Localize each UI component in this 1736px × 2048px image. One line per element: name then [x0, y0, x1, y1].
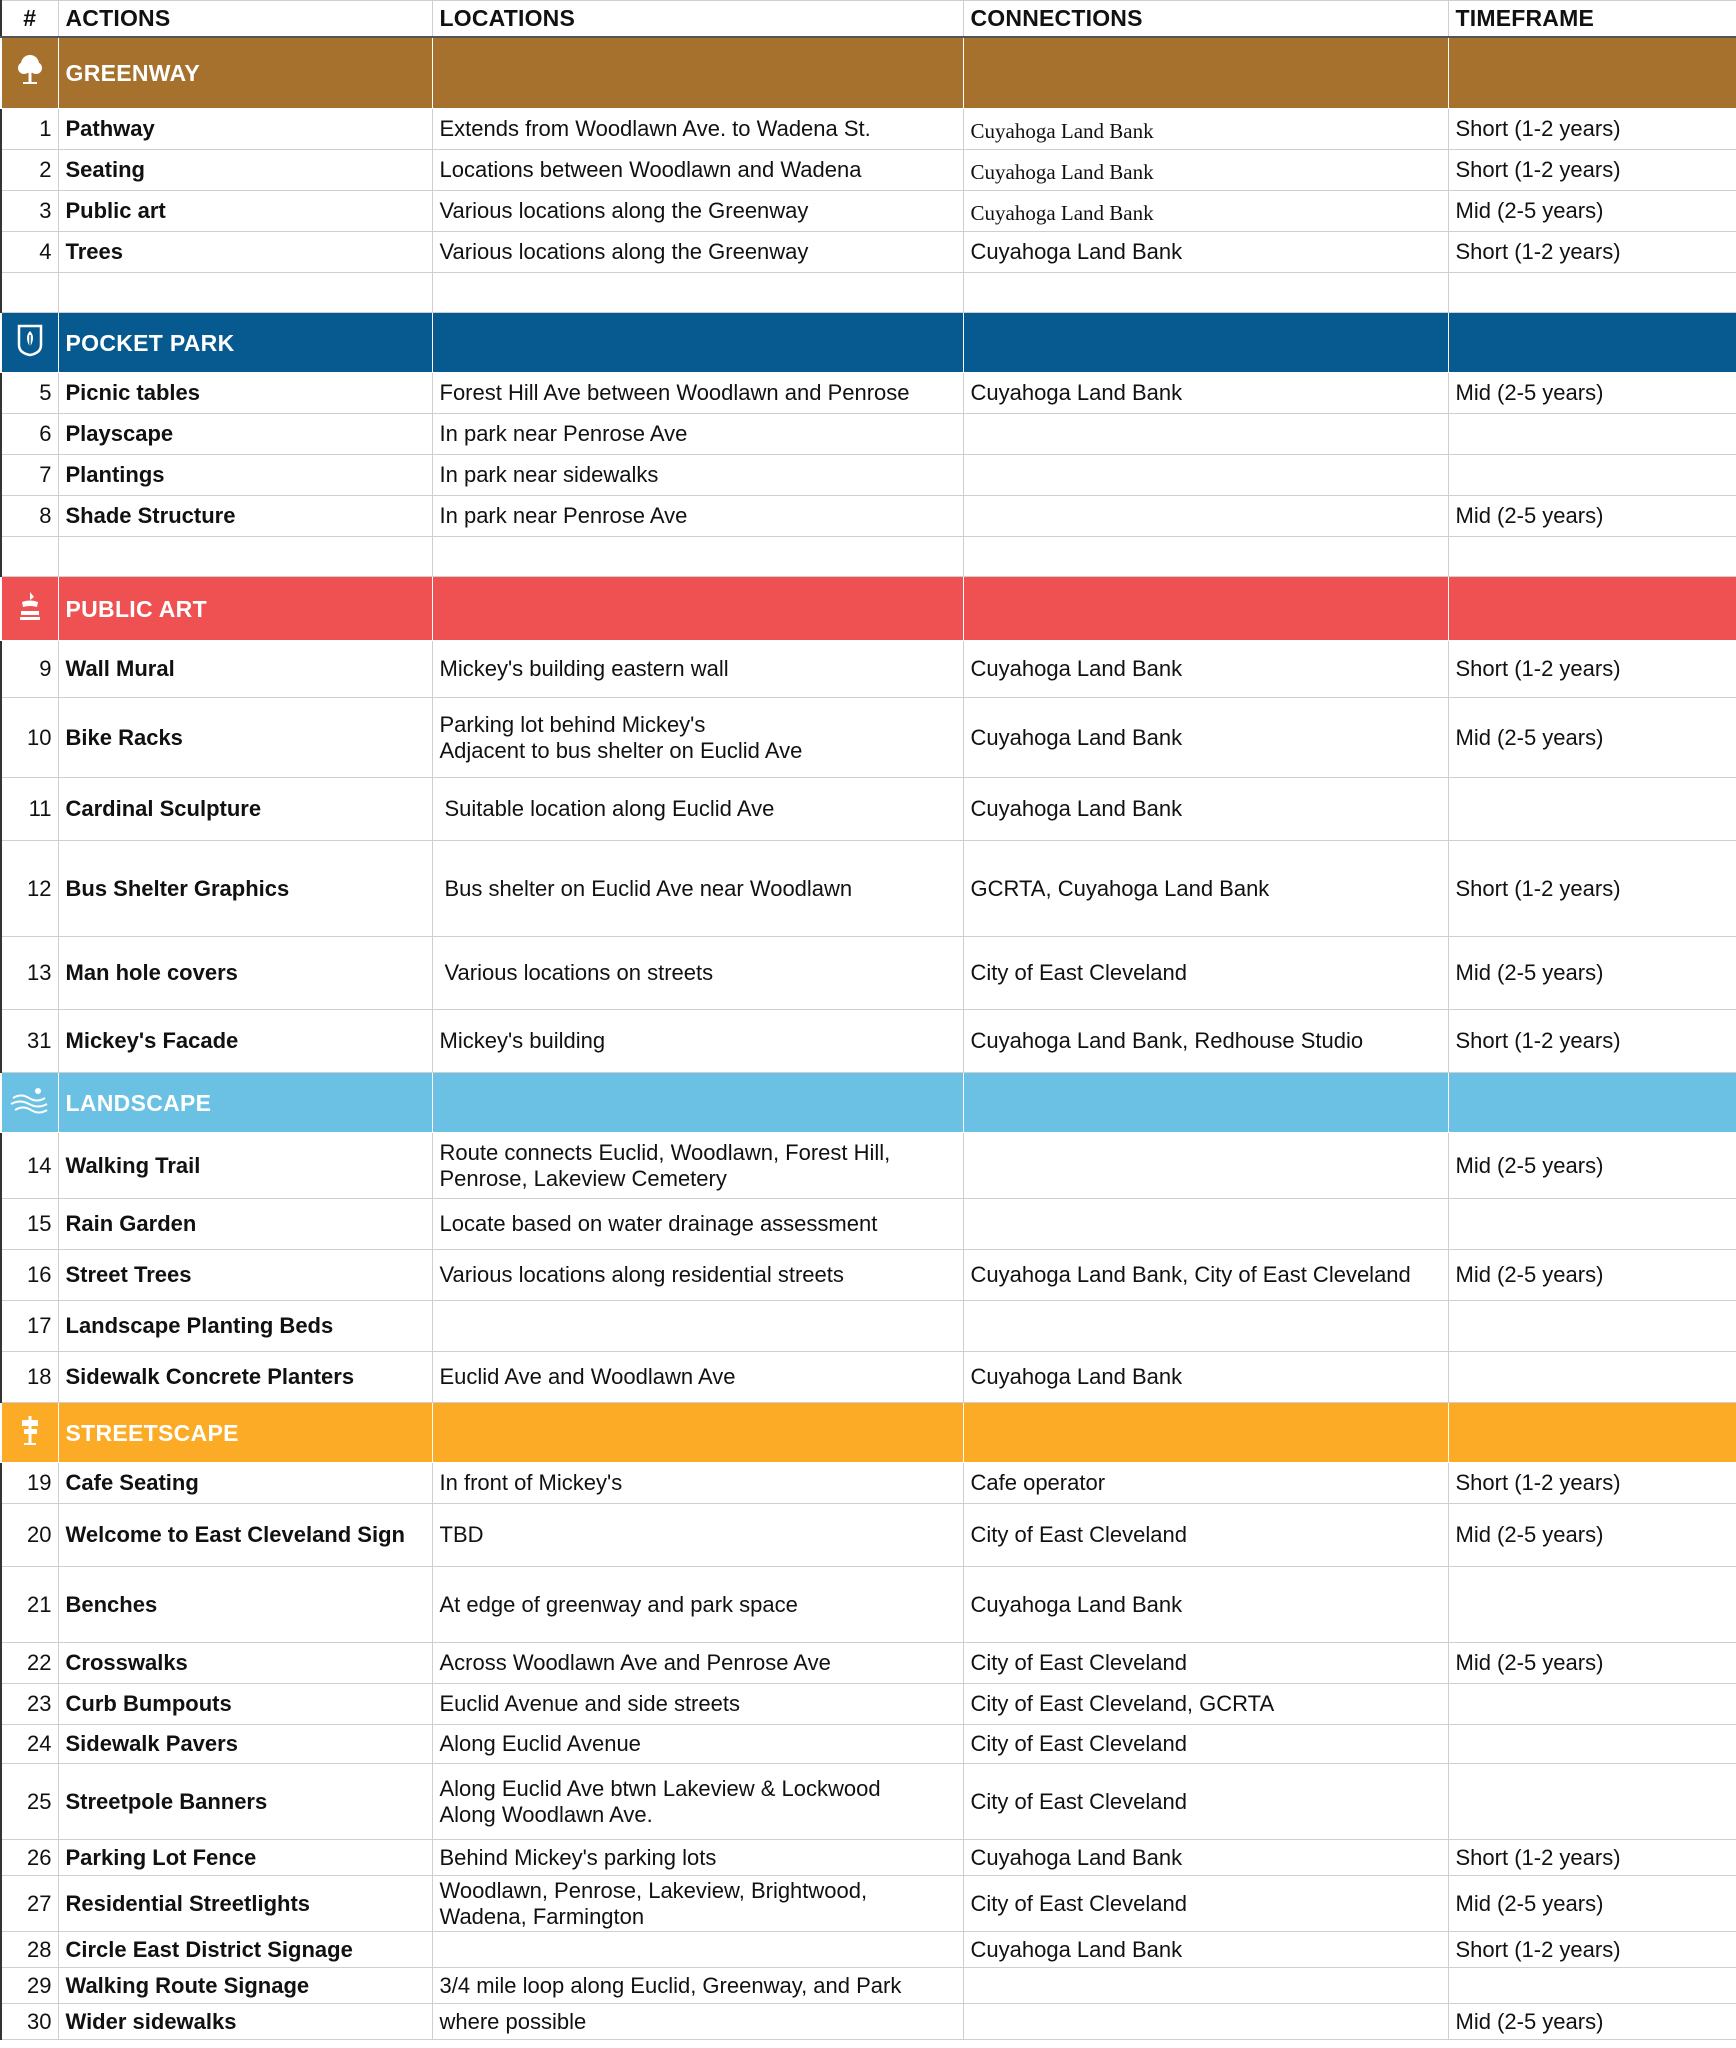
row-number: 15: [1, 1199, 58, 1250]
action-cell[interactable]: Pathway: [58, 109, 432, 150]
table-row[interactable]: [1, 1840, 1736, 1876]
table-row[interactable]: [1, 1643, 1736, 1684]
timeframe-cell[interactable]: Mid (2-5 years): [1448, 698, 1736, 778]
table-row[interactable]: [1, 778, 1736, 841]
empty-cell[interactable]: [58, 537, 432, 577]
connection-cell[interactable]: GCRTA, Cuyahoga Land Bank: [963, 841, 1448, 937]
connection-cell[interactable]: City of East Cleveland: [963, 937, 1448, 1010]
table-row[interactable]: [1, 232, 1736, 273]
section-header-cell: [963, 1073, 1448, 1133]
connection-cell[interactable]: Cuyahoga Land Bank: [963, 150, 1448, 191]
table-row[interactable]: [1, 1504, 1736, 1567]
timeframe-cell[interactable]: [1448, 414, 1736, 455]
timeframe-cell[interactable]: [1448, 1352, 1736, 1403]
connection-cell[interactable]: Cuyahoga Land Bank, Redhouse Studio: [963, 1010, 1448, 1073]
row-number: 21: [1, 1567, 58, 1643]
location-cell[interactable]: Woodlawn, Penrose, Lakeview, Brightwood, Wadena, Farmington: [432, 1876, 963, 1932]
section-title: POCKET PARK: [58, 313, 432, 373]
table-row[interactable]: [1, 1010, 1736, 1073]
table-row[interactable]: [1, 937, 1736, 1010]
location-cell[interactable]: Various locations along the Greenway: [432, 232, 963, 273]
row-number: 11: [1, 778, 58, 841]
action-cell[interactable]: Sidewalk Concrete Planters: [58, 1352, 432, 1403]
timeframe-cell[interactable]: [1448, 1764, 1736, 1840]
action-cell[interactable]: Street Trees: [58, 1250, 432, 1301]
location-cell[interactable]: Route connects Euclid, Woodlawn, Forest Hill, Penrose, Lakeview Cemetery: [432, 1133, 963, 1199]
section-title: STREETSCAPE: [58, 1403, 432, 1463]
section-header-cell: [432, 1403, 963, 1463]
section-header-cell: [963, 37, 1448, 109]
row-number: 3: [1, 191, 58, 232]
action-cell[interactable]: Cardinal Sculpture: [58, 778, 432, 841]
action-cell[interactable]: Bike Racks: [58, 698, 432, 778]
table-row[interactable]: [1, 1567, 1736, 1643]
row-number: 2: [1, 150, 58, 191]
row-number: 17: [1, 1301, 58, 1352]
section-title: LANDSCAPE: [58, 1073, 432, 1133]
row-number: 7: [1, 455, 58, 496]
connection-cell[interactable]: Cafe operator: [963, 1463, 1448, 1504]
connection-cell[interactable]: Cuyahoga Land Bank: [963, 191, 1448, 232]
table-row[interactable]: [1, 1725, 1736, 1764]
timeframe-cell[interactable]: [1448, 1567, 1736, 1643]
location-cell[interactable]: Across Woodlawn Ave and Penrose Ave: [432, 1643, 963, 1684]
row-number: 23: [1, 1684, 58, 1725]
empty-cell[interactable]: [963, 537, 1448, 577]
row-number: 24: [1, 1725, 58, 1764]
table-row[interactable]: [1, 1250, 1736, 1301]
location-cell[interactable]: Mickey's building eastern wall: [432, 641, 963, 698]
section-header-cell: [963, 313, 1448, 373]
row-number: 31: [1, 1010, 58, 1073]
location-cell[interactable]: Forest Hill Ave between Woodlawn and Penrose: [432, 373, 963, 414]
connection-cell[interactable]: Cuyahoga Land Bank: [963, 1840, 1448, 1876]
table-row[interactable]: [1, 1684, 1736, 1725]
timeframe-cell[interactable]: Short (1-2 years): [1448, 641, 1736, 698]
header-actions[interactable]: ACTIONS: [58, 1, 432, 37]
section-header-pocket-park: [1, 313, 1736, 373]
connection-cell[interactable]: [963, 1301, 1448, 1352]
action-cell[interactable]: Man hole covers: [58, 937, 432, 1010]
action-cell[interactable]: Streetpole Banners: [58, 1764, 432, 1840]
location-cell[interactable]: Locations between Woodlawn and Wadena: [432, 150, 963, 191]
action-cell[interactable]: Bus Shelter Graphics: [58, 841, 432, 937]
connection-cell[interactable]: City of East Cleveland: [963, 1643, 1448, 1684]
section-header-public-art: [1, 577, 1736, 641]
table-row[interactable]: [1, 455, 1736, 496]
row-number: 18: [1, 1352, 58, 1403]
action-cell[interactable]: Welcome to East Cleveland Sign: [58, 1504, 432, 1567]
row-number: 28: [1, 1932, 58, 1968]
connection-cell[interactable]: [963, 414, 1448, 455]
timeframe-cell[interactable]: [1448, 455, 1736, 496]
table-row[interactable]: [1, 191, 1736, 232]
action-cell[interactable]: Wall Mural: [58, 641, 432, 698]
section-header-cell: [963, 1403, 1448, 1463]
location-cell[interactable]: Along Euclid Avenue: [432, 1725, 963, 1764]
section-header-cell: [1448, 313, 1736, 373]
timeframe-cell[interactable]: Mid (2-5 years): [1448, 1250, 1736, 1301]
location-cell[interactable]: In front of Mickey's: [432, 1463, 963, 1504]
location-cell[interactable]: Locate based on water drainage assessment: [432, 1199, 963, 1250]
timeframe-cell[interactable]: Mid (2-5 years): [1448, 2004, 1736, 2040]
connection-cell[interactable]: [963, 496, 1448, 537]
timeframe-cell[interactable]: Short (1-2 years): [1448, 1932, 1736, 1968]
row-number: 9: [1, 641, 58, 698]
row-number: 12: [1, 841, 58, 937]
location-cell[interactable]: Mickey's building: [432, 1010, 963, 1073]
row-number: 22: [1, 1643, 58, 1684]
timeframe-cell[interactable]: [1448, 1684, 1736, 1725]
section-header-cell: [432, 313, 963, 373]
section-header-cell: [963, 577, 1448, 641]
section-header-landscape: [1, 1073, 1736, 1133]
location-cell[interactable]: At edge of greenway and park space: [432, 1567, 963, 1643]
table-row[interactable]: [1, 496, 1736, 537]
row-number: 29: [1, 1968, 58, 2004]
connection-cell[interactable]: [963, 455, 1448, 496]
connection-cell[interactable]: Cuyahoga Land Bank, City of East Cleveland: [963, 1250, 1448, 1301]
action-cell[interactable]: Circle East District Signage: [58, 1932, 432, 1968]
timeframe-cell[interactable]: Short (1-2 years): [1448, 1463, 1736, 1504]
leaf-badge-icon: [1, 313, 58, 373]
action-cell[interactable]: Walking Trail: [58, 1133, 432, 1199]
connection-cell[interactable]: City of East Cleveland: [963, 1876, 1448, 1932]
row-number: 6: [1, 414, 58, 455]
row-number: 10: [1, 698, 58, 778]
timeframe-cell[interactable]: [1448, 1199, 1736, 1250]
table-row[interactable]: [1, 1932, 1736, 1968]
row-number: 16: [1, 1250, 58, 1301]
connection-cell[interactable]: Cuyahoga Land Bank: [963, 109, 1448, 150]
empty-cell[interactable]: [432, 537, 963, 577]
header-locations[interactable]: LOCATIONS: [432, 1, 963, 37]
table-row[interactable]: [1, 1301, 1736, 1352]
spacer-row: [1, 537, 1736, 577]
location-cell[interactable]: Parking lot behind Mickey's Adjacent to bus shelter on Euclid Ave: [432, 698, 963, 778]
section-header-greenway: [1, 37, 1736, 109]
connection-cell[interactable]: City of East Cleveland: [963, 1725, 1448, 1764]
timeframe-cell[interactable]: Short (1-2 years): [1448, 1840, 1736, 1876]
row-number: 13: [1, 937, 58, 1010]
timeframe-cell[interactable]: Mid (2-5 years): [1448, 1643, 1736, 1684]
location-cell[interactable]: Bus shelter on Euclid Ave near Woodlawn: [432, 841, 963, 937]
connection-cell[interactable]: Cuyahoga Land Bank: [963, 698, 1448, 778]
section-header-cell: [432, 37, 963, 109]
action-cell[interactable]: Landscape Planting Beds: [58, 1301, 432, 1352]
timeframe-cell[interactable]: Short (1-2 years): [1448, 232, 1736, 273]
table-row[interactable]: [1, 641, 1736, 698]
empty-cell[interactable]: [432, 273, 963, 313]
empty-cell[interactable]: [1, 273, 58, 313]
section-header-cell: [432, 577, 963, 641]
action-cell[interactable]: Seating: [58, 150, 432, 191]
location-cell[interactable]: Euclid Ave and Woodlawn Ave: [432, 1352, 963, 1403]
header-number[interactable]: #: [1, 1, 58, 37]
connection-cell[interactable]: Cuyahoga Land Bank: [963, 1567, 1448, 1643]
connection-cell[interactable]: [963, 1133, 1448, 1199]
location-cell[interactable]: In park near Penrose Ave: [432, 414, 963, 455]
timeframe-cell[interactable]: Short (1-2 years): [1448, 109, 1736, 150]
section-header-cell: [1448, 577, 1736, 641]
section-header-cell: [1448, 1073, 1736, 1133]
location-cell[interactable]: Various locations along residential streets: [432, 1250, 963, 1301]
table-row[interactable]: [1, 1133, 1736, 1199]
row-number: 20: [1, 1504, 58, 1567]
timeframe-cell[interactable]: Short (1-2 years): [1448, 1010, 1736, 1073]
connection-cell[interactable]: [963, 1968, 1448, 2004]
timeframe-cell[interactable]: Mid (2-5 years): [1448, 496, 1736, 537]
action-cell[interactable]: Parking Lot Fence: [58, 1840, 432, 1876]
connection-cell[interactable]: Cuyahoga Land Bank: [963, 232, 1448, 273]
signpost-icon: [1, 1403, 58, 1463]
row-number: 26: [1, 1840, 58, 1876]
timeframe-cell[interactable]: Short (1-2 years): [1448, 841, 1736, 937]
action-cell[interactable]: Curb Bumpouts: [58, 1684, 432, 1725]
table-row[interactable]: [1, 150, 1736, 191]
timeframe-cell[interactable]: Mid (2-5 years): [1448, 1504, 1736, 1567]
action-cell[interactable]: Rain Garden: [58, 1199, 432, 1250]
empty-cell[interactable]: [1448, 273, 1736, 313]
connection-cell[interactable]: Cuyahoga Land Bank: [963, 778, 1448, 841]
location-cell[interactable]: In park near sidewalks: [432, 455, 963, 496]
row-number: 27: [1, 1876, 58, 1932]
row-number: 19: [1, 1463, 58, 1504]
location-cell[interactable]: Various locations on streets: [432, 937, 963, 1010]
row-number: 8: [1, 496, 58, 537]
action-cell[interactable]: Playscape: [58, 414, 432, 455]
section-header-cell: [1448, 1403, 1736, 1463]
timeframe-cell[interactable]: [1448, 778, 1736, 841]
table-row[interactable]: [1, 698, 1736, 778]
timeframe-cell[interactable]: [1448, 1725, 1736, 1764]
timeframe-cell[interactable]: Mid (2-5 years): [1448, 1133, 1736, 1199]
connection-cell[interactable]: City of East Cleveland: [963, 1504, 1448, 1567]
empty-cell[interactable]: [963, 273, 1448, 313]
table-row[interactable]: [1, 1463, 1736, 1504]
connection-cell[interactable]: City of East Cleveland, GCRTA: [963, 1684, 1448, 1725]
action-cell[interactable]: Cafe Seating: [58, 1463, 432, 1504]
table-row[interactable]: [1, 841, 1736, 937]
connection-cell[interactable]: Cuyahoga Land Bank: [963, 1932, 1448, 1968]
table-row[interactable]: [1, 109, 1736, 150]
header-timeframe[interactable]: TIMEFRAME: [1448, 1, 1736, 37]
action-cell[interactable]: Benches: [58, 1567, 432, 1643]
connection-cell[interactable]: Cuyahoga Land Bank: [963, 1352, 1448, 1403]
location-cell[interactable]: TBD: [432, 1504, 963, 1567]
location-cell[interactable]: Behind Mickey's parking lots: [432, 1840, 963, 1876]
action-cell[interactable]: Shade Structure: [58, 496, 432, 537]
location-cell[interactable]: Along Euclid Ave btwn Lakeview & Lockwood Along Woodlawn Ave.: [432, 1764, 963, 1840]
waves-icon: [1, 1073, 58, 1133]
table-row[interactable]: [1, 1352, 1736, 1403]
row-number: 1: [1, 109, 58, 150]
location-cell[interactable]: [432, 1301, 963, 1352]
table-body: [1, 37, 1736, 2040]
timeframe-cell[interactable]: Mid (2-5 years): [1448, 191, 1736, 232]
table-row[interactable]: [1, 1968, 1736, 2004]
action-cell[interactable]: Sidewalk Pavers: [58, 1725, 432, 1764]
action-cell[interactable]: Walking Route Signage: [58, 1968, 432, 2004]
section-title: GREENWAY: [58, 37, 432, 109]
location-cell[interactable]: Euclid Avenue and side streets: [432, 1684, 963, 1725]
location-cell[interactable]: where possible: [432, 2004, 963, 2040]
empty-cell[interactable]: [1448, 537, 1736, 577]
timeframe-cell[interactable]: Short (1-2 years): [1448, 150, 1736, 191]
table-row[interactable]: [1, 1764, 1736, 1840]
location-cell[interactable]: 3/4 mile loop along Euclid, Greenway, and Park: [432, 1968, 963, 2004]
header-connections[interactable]: CONNECTIONS: [963, 1, 1448, 37]
timeframe-cell[interactable]: [1448, 1301, 1736, 1352]
sculpture-icon: [1, 577, 58, 641]
action-cell[interactable]: Mickey's Facade: [58, 1010, 432, 1073]
location-cell[interactable]: [432, 1932, 963, 1968]
timeframe-cell[interactable]: Mid (2-5 years): [1448, 1876, 1736, 1932]
section-header-cell: [1448, 37, 1736, 109]
section-title: PUBLIC ART: [58, 577, 432, 641]
table-row[interactable]: [1, 2004, 1736, 2040]
timeframe-cell[interactable]: Mid (2-5 years): [1448, 373, 1736, 414]
section-header-cell: [432, 1073, 963, 1133]
spacer-row: [1, 273, 1736, 313]
row-number: 14: [1, 1133, 58, 1199]
tree-icon: [1, 37, 58, 109]
row-number: 25: [1, 1764, 58, 1840]
action-cell[interactable]: Picnic tables: [58, 373, 432, 414]
action-cell[interactable]: Residential Streetlights: [58, 1876, 432, 1932]
row-number: 4: [1, 232, 58, 273]
header-row: [1, 1, 1736, 37]
action-cell[interactable]: Crosswalks: [58, 1643, 432, 1684]
empty-cell[interactable]: [58, 273, 432, 313]
connection-cell[interactable]: Cuyahoga Land Bank: [963, 373, 1448, 414]
row-number: 30: [1, 2004, 58, 2040]
action-cell[interactable]: Public art: [58, 191, 432, 232]
connection-cell[interactable]: City of East Cleveland: [963, 1764, 1448, 1840]
section-header-streetscape: [1, 1403, 1736, 1463]
action-cell[interactable]: Trees: [58, 232, 432, 273]
timeframe-cell[interactable]: [1448, 1968, 1736, 2004]
location-cell[interactable]: Suitable location along Euclid Ave: [432, 778, 963, 841]
table-row[interactable]: [1, 1199, 1736, 1250]
table-row[interactable]: [1, 373, 1736, 414]
connection-cell[interactable]: [963, 2004, 1448, 2040]
row-number: 5: [1, 373, 58, 414]
location-cell[interactable]: Various locations along the Greenway: [432, 191, 963, 232]
connection-cell[interactable]: Cuyahoga Land Bank: [963, 641, 1448, 698]
empty-cell[interactable]: [1, 537, 58, 577]
action-cell[interactable]: Wider sidewalks: [58, 2004, 432, 2040]
timeframe-cell[interactable]: Mid (2-5 years): [1448, 937, 1736, 1010]
action-cell[interactable]: Plantings: [58, 455, 432, 496]
table-row[interactable]: [1, 414, 1736, 455]
location-cell[interactable]: In park near Penrose Ave: [432, 496, 963, 537]
location-cell[interactable]: Extends from Woodlawn Ave. to Wadena St.: [432, 109, 963, 150]
table-row[interactable]: [1, 1876, 1736, 1932]
connection-cell[interactable]: [963, 1199, 1448, 1250]
